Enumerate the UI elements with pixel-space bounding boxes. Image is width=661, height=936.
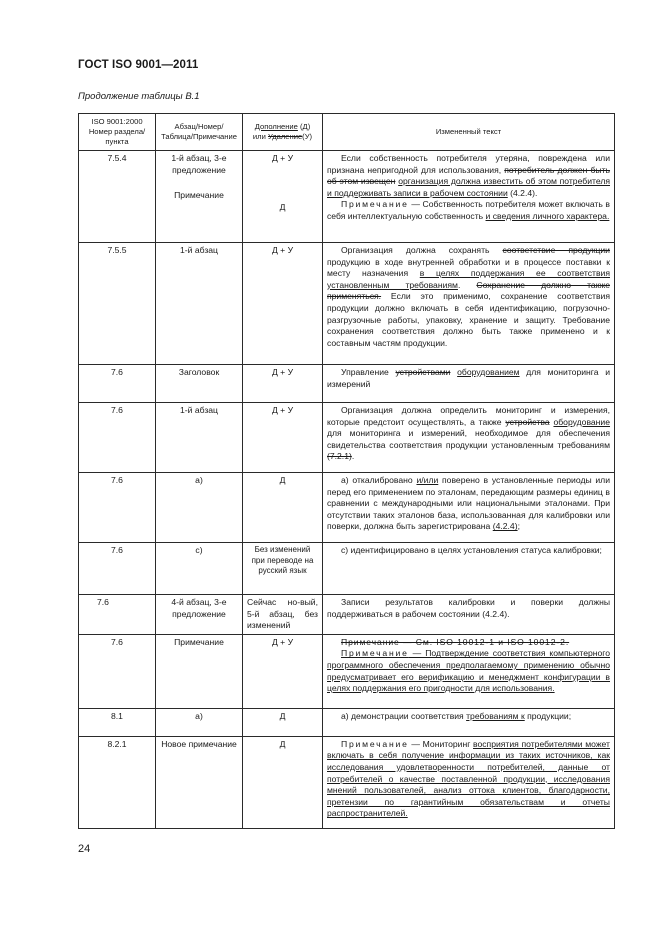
change-type-cell: Д + У bbox=[243, 634, 323, 708]
changes-table bbox=[78, 113, 615, 829]
table-row bbox=[79, 634, 615, 708]
table-row bbox=[79, 365, 615, 403]
clause-cell: 8.1 bbox=[79, 708, 156, 736]
changed-text-cell: Управление устройствами оборудованием для мониторинга и измерений bbox=[323, 365, 615, 403]
clause-cell: 7.5.5 bbox=[79, 243, 156, 365]
clause-cell: 7.6 bbox=[79, 595, 156, 635]
header-clause-number: ISO 9001:2000 Номер раздела/ пункта bbox=[79, 114, 156, 151]
change-type-cell: Без изменений при переводе на русский язык bbox=[243, 543, 323, 595]
changed-text-cell: Примечание — См. ISO 10012-1 и ISO 10012-2. Примечание — Подтверждение соответствия компьютерного программного обеспечения предполагаемому применению обычно предусматривает его верификацию и менеджмент конфигурации в целях поддержания его пригодности для использования. bbox=[323, 634, 615, 708]
paragraph-cell: Заголовок bbox=[156, 365, 243, 403]
document-title: ГОСТ ISO 9001—2011 bbox=[78, 59, 199, 71]
clause-cell: 7.5.4 bbox=[79, 151, 156, 243]
clause-cell: 7.6 bbox=[79, 403, 156, 473]
clause-cell: 7.6 bbox=[79, 543, 156, 595]
table-row bbox=[79, 595, 615, 635]
table-row bbox=[79, 473, 615, 543]
changed-text-cell: Организация должна определить мониторинг и измерения, которые предстоит осуществлять, а также устройства оборудование для мониторинга и измерений, необходимое для обеспечения свидетельства соответствия продукции установленным требованиям (7.2.1). bbox=[323, 403, 615, 473]
paragraph-cell: 1-й абзац bbox=[156, 403, 243, 473]
change-type-cell: Д bbox=[243, 736, 323, 828]
paragraph-cell: Примечание bbox=[156, 634, 243, 708]
table-row bbox=[79, 403, 615, 473]
table-caption: Продолжение таблицы В.1 bbox=[78, 91, 200, 102]
clause-cell: 7.6 bbox=[79, 365, 156, 403]
clause-cell: 8.2.1 bbox=[79, 736, 156, 828]
table-header-row bbox=[79, 114, 615, 151]
table-row bbox=[79, 543, 615, 595]
page-number: 24 bbox=[78, 843, 91, 855]
paragraph-cell: а) bbox=[156, 708, 243, 736]
change-type-cell: Сейчас но-вый, 5-й абзац, без изменений bbox=[243, 595, 323, 635]
changed-text-cell: а) демонстрации соответствия требованиям к продукции; bbox=[323, 708, 615, 736]
header-paragraph: Абзац/Номер/Таблица/Примечание bbox=[156, 114, 243, 151]
header-changed-text: Измененный текст bbox=[323, 114, 615, 151]
changed-text-cell: Организация должна сохранять соответствие продукции продукцию в ходе внутренней обработки и в процессе поставки к месту назначения в целях поддержания ее соответствия установленным требованиям. Сохранение должно также применяться. Если это применимо, сохранение соответствия продукции должно включать в себя идентификацию, погрузочно-разгрузочные работы, упаковку, хранение и защиту. Требование сохранения соответствия должно быть также применено и к составным частям продукции. bbox=[323, 243, 615, 365]
paragraph-cell: а) bbox=[156, 473, 243, 543]
paragraph-cell: 4-й абзац, 3-е предложение bbox=[156, 595, 243, 635]
change-type-cell: Д + У bbox=[243, 403, 323, 473]
change-type-cell: Д bbox=[243, 473, 323, 543]
changed-text-cell: Если собственность потребителя утеряна, повреждена или признана непригодной для использования, потребитель должен быть об этом извещен организация должна известить об этом потребителя и поддерживать записи в рабочем состоянии (4.2.4). Примечание — Собственность потребителя может включать в себя интеллектуальную собственность и сведения личного характера. bbox=[323, 151, 615, 243]
table-row bbox=[79, 736, 615, 828]
changed-text-cell: Примечание — Мониторинг восприятия потребителями может включать в себя получение информации из таких источников, как исследования удовлетворенности потребителей, данные от потребителей о качестве поставленной продукции, исследования мнений пользователей, анализ оттока клиентов, благодарности, претензии по гарантийным обязательствам и отчеты распространителей. bbox=[323, 736, 615, 828]
change-type-cell: Д + У bbox=[243, 365, 323, 403]
table-row bbox=[79, 708, 615, 736]
header-addition-label: Дополнение bbox=[254, 122, 298, 131]
change-type-cell: Д + У bbox=[243, 243, 323, 365]
header-addition-deletion: Дополнение (Д) или Удаление(У) bbox=[243, 114, 323, 151]
paragraph-cell: Новое примечание bbox=[156, 736, 243, 828]
table-row bbox=[79, 243, 615, 365]
clause-cell: 7.6 bbox=[79, 473, 156, 543]
changed-text-cell: Записи результатов калибровки и поверки должны поддерживаться в рабочем состоянии (4.2.4). bbox=[323, 595, 615, 635]
clause-cell: 7.6 bbox=[79, 634, 156, 708]
change-type-cell: Д bbox=[243, 708, 323, 736]
changed-text-cell: с) идентифицировано в целях установления статуса калибровки; bbox=[323, 543, 615, 595]
changed-text-cell: а) откалибровано и/или поверено в установленные периоды или перед его применением по эталонам, передающим размеры единиц в сравнении с международными или национальными эталонами. При отсутствии таких эталонов база, использованная для калибровки или поверки, должна быть зарегистрирована (4.2.4); bbox=[323, 473, 615, 543]
paragraph-cell: 1-й абзац, 3-е предложение Примечание bbox=[156, 151, 243, 243]
paragraph-cell: с) bbox=[156, 543, 243, 595]
change-type-cell: Д + У Д bbox=[243, 151, 323, 243]
paragraph-cell: 1-й абзац bbox=[156, 243, 243, 365]
table-row bbox=[79, 151, 615, 243]
header-deletion-label: Удаление bbox=[267, 132, 303, 141]
